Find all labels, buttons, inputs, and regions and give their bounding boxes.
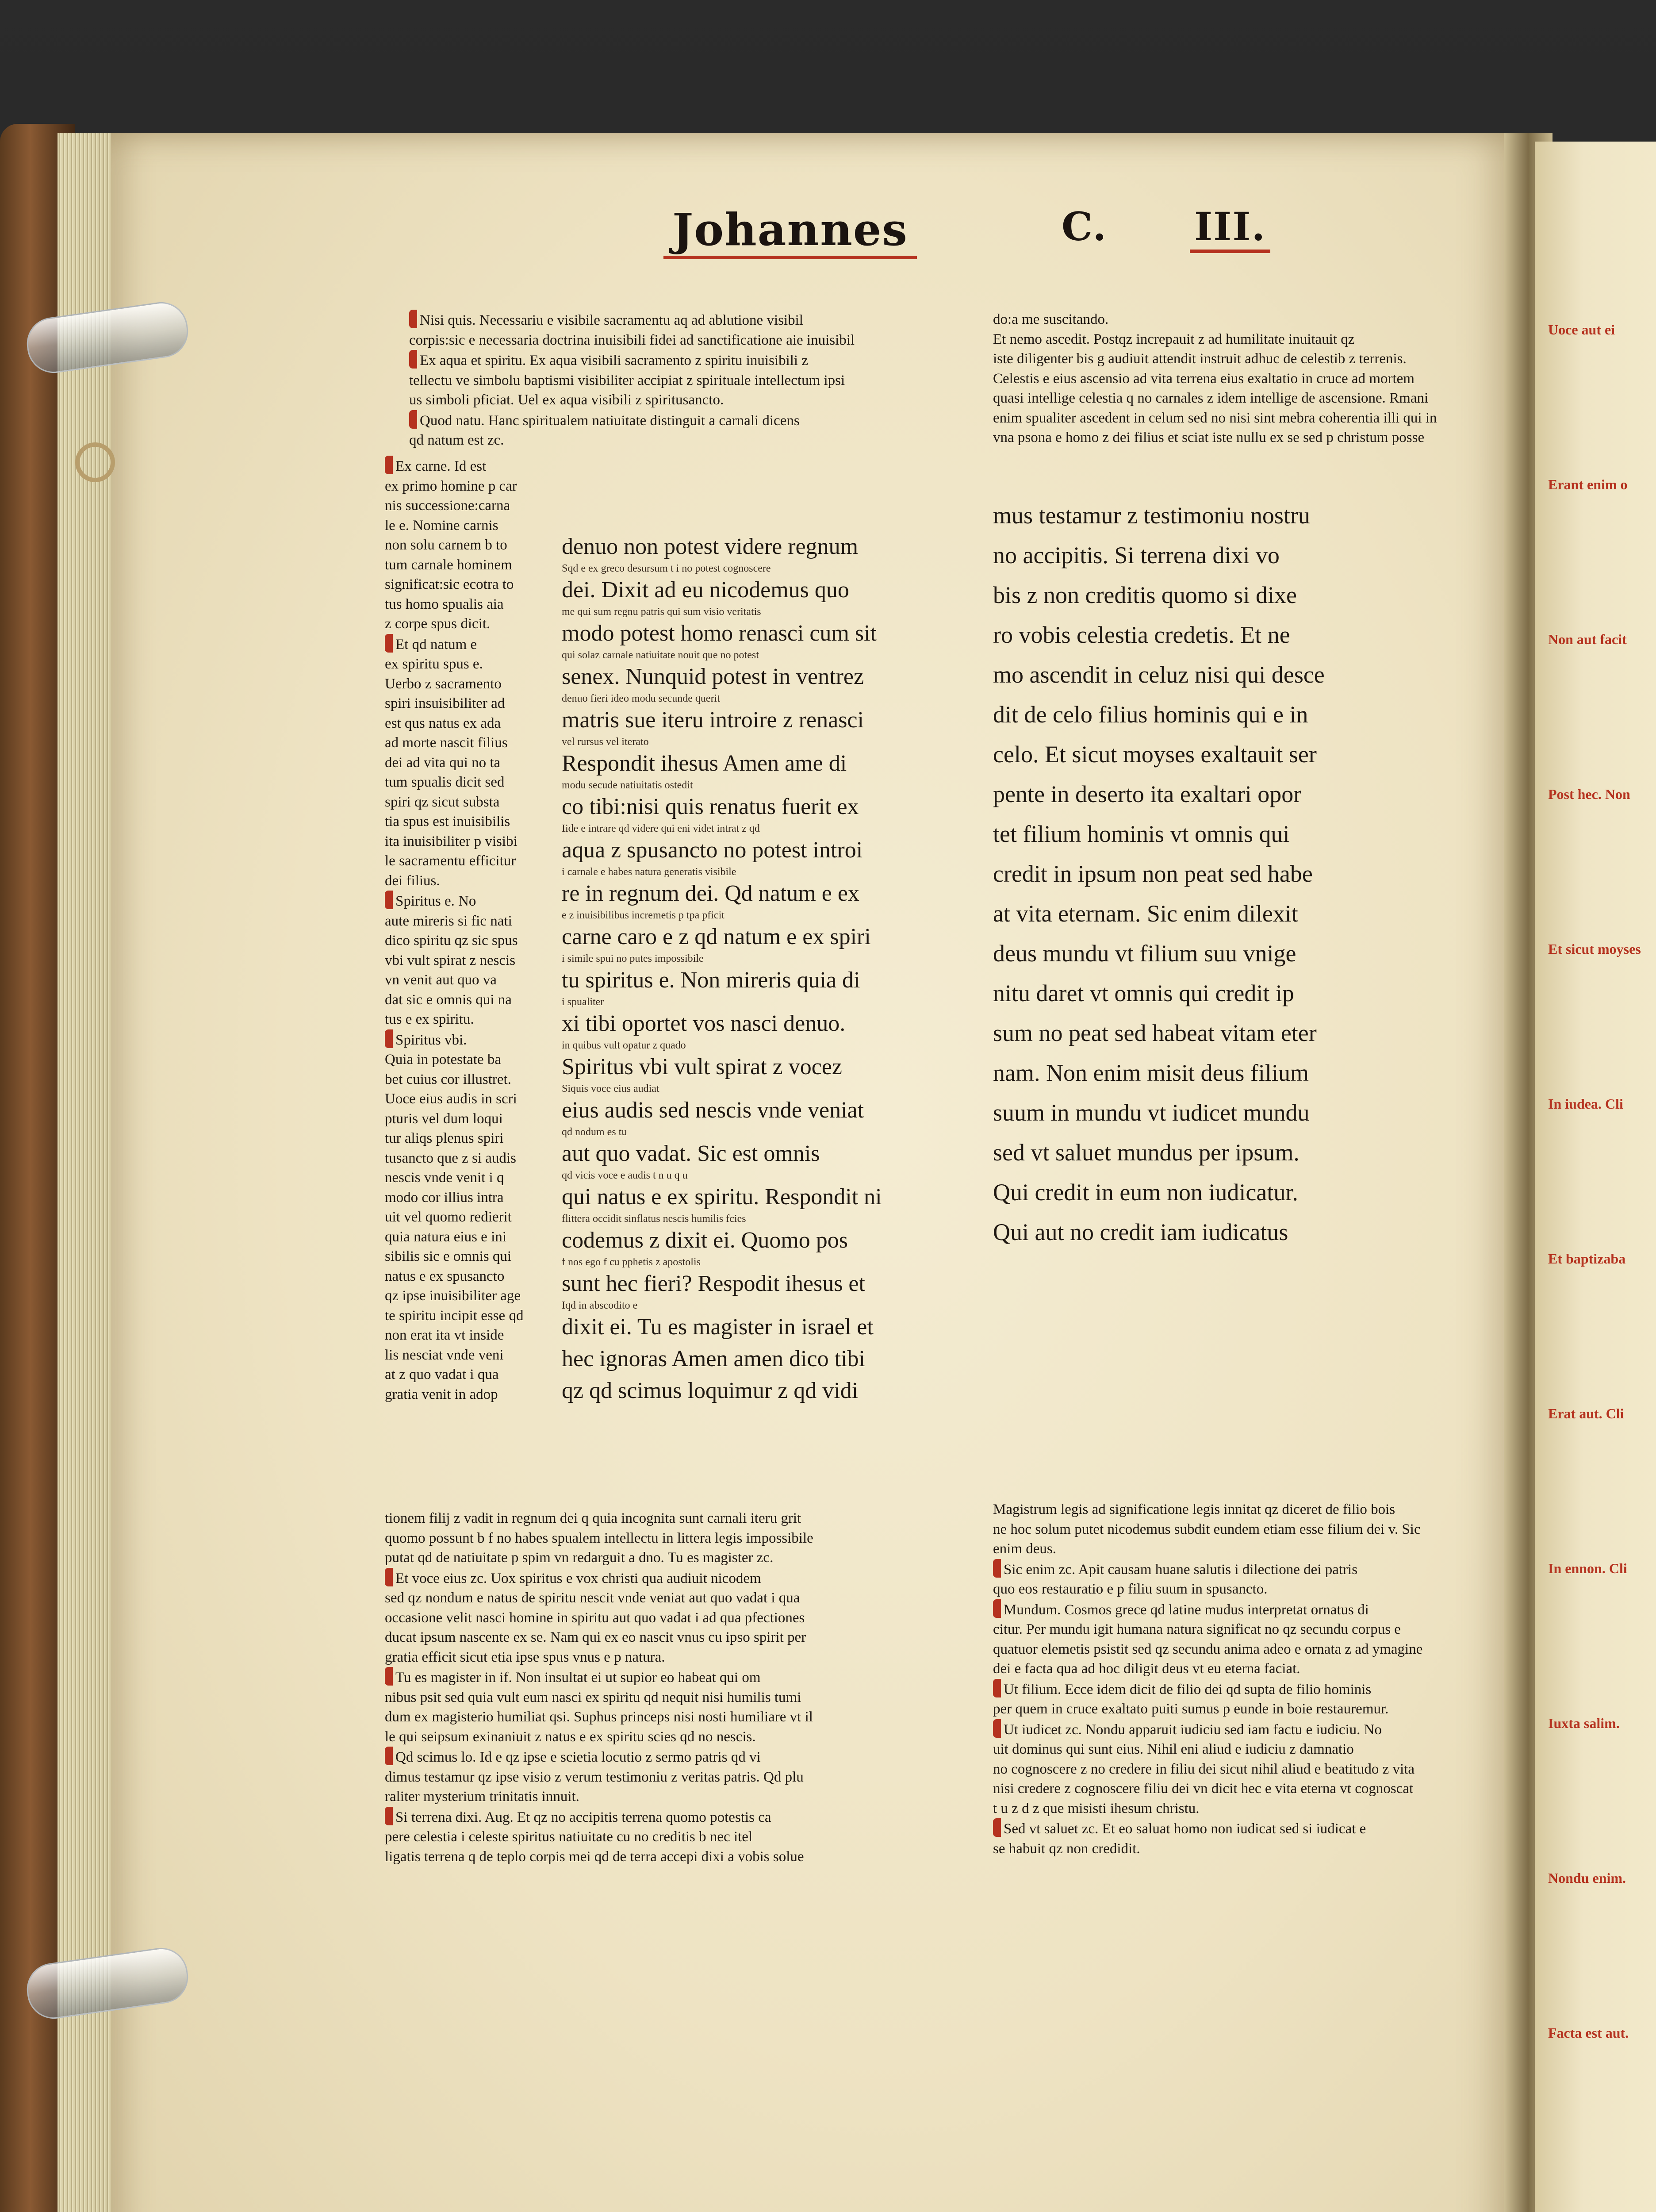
- gloss-line: le e. Nomine carnis: [385, 517, 498, 534]
- left-gloss-top: [409, 310, 944, 456]
- gloss-line: dei e facta qua ad hoc diligit deus vt eu eterna faciat.: [993, 1661, 1300, 1677]
- facing-page-rubric: In iudea. Cli: [1548, 1096, 1623, 1112]
- scripture-line: dei. Dixit ad eu nicodemus quo: [562, 577, 849, 603]
- gloss-line: enim deus.: [993, 1541, 1056, 1557]
- gloss-line: dei ad vita qui no ta: [385, 754, 501, 771]
- scripture-line: senex. Nunquid potest in ventrez: [562, 664, 864, 689]
- facing-page-rubric: Erant enim o: [1548, 476, 1628, 492]
- gloss-line: tus e ex spiritu.: [385, 1011, 474, 1027]
- left-gloss-bottom: [385, 1509, 944, 1907]
- scripture-line: qz qd scimus loquimur z qd vidi: [562, 1378, 859, 1403]
- gloss-line: le qui seipsum exinaniuit z natus e ex spiritu scies qd no nescis.: [385, 1728, 756, 1745]
- scripture-line: Qui credit in eum non iudicatur.: [993, 1179, 1298, 1206]
- facing-page-rubric: Uoce aut ei: [1548, 322, 1615, 338]
- scripture-line: mus testamur z testimoniu nostru: [993, 502, 1310, 529]
- gloss-line: dico spiritu qz sic spus: [385, 933, 518, 949]
- gloss-line: Nisi quis. Necessariu e visibile sacramentu aq ad ablutione visibil: [420, 312, 803, 328]
- scripture-line: modo potest homo renasci cum sit: [562, 621, 877, 646]
- rubric-marker: [993, 1559, 1001, 1578]
- facing-page-rubric: Facta est aut.: [1548, 2025, 1629, 2041]
- gloss-line: nescis vnde venit i q: [385, 1170, 504, 1186]
- gloss-line: Tu es magister in if. Non insultat ei ut supior eo habeat qui om: [395, 1670, 761, 1686]
- gloss-line: Uerbo z sacramento: [385, 676, 502, 692]
- rubric-marker: [409, 410, 417, 429]
- gloss-line: vbi vult spirat z nescis: [385, 952, 516, 968]
- gloss-line: Ex aqua et spiritu. Ex aqua visibili sacramento z spiritu inuisibili z: [420, 353, 808, 369]
- gloss-line: t u z d z que misisti ihesum christu.: [993, 1800, 1200, 1816]
- interlinear-gloss: qd nodum es tu: [562, 1126, 627, 1138]
- interlinear-gloss: f nos ego f cu pphetis z apostolis: [562, 1256, 701, 1268]
- scripture-line: Respondit ihesus Amen ame di: [562, 751, 847, 776]
- gloss-line: occasione velit nasci homine in spiritu aut quo vadat i ad qua pfectiones: [385, 1609, 805, 1626]
- gloss-line: tum carnale hominem: [385, 557, 512, 573]
- gloss-line: quo eos restauratio e p filiu suum in spusancto.: [993, 1581, 1268, 1597]
- gloss-line: quasi intellige celestia q no carnales z idem intellige de ascensione. Rmani: [993, 390, 1429, 406]
- scripture-line: ro vobis celestia credetis. Et ne: [993, 622, 1290, 648]
- scripture-line: re in regnum dei. Qd natum e ex: [562, 881, 859, 906]
- running-head-number: III.: [1190, 204, 1270, 253]
- right-gloss-bottom: [993, 1500, 1510, 1898]
- gloss-line: Ut filium. Ecce idem dicit de filio dei qd supta de filio hominis: [1004, 1681, 1372, 1697]
- rubric-marker: [409, 350, 417, 369]
- gloss-line: raliter mysterium trinitatis innuit.: [385, 1789, 579, 1805]
- gloss-line: Et qd natum e: [395, 636, 477, 653]
- interlinear-gloss: modu secude natiuitatis ostedit: [562, 780, 693, 791]
- gloss-line: quomo possunt b f no habes spualem intellectu in littera legis impossibile: [385, 1530, 813, 1546]
- rubric-marker: [385, 891, 393, 909]
- scripture-line: no accipitis. Si terrena dixi vo: [993, 542, 1280, 568]
- rubric-marker: [385, 456, 393, 474]
- rubric-marker: [385, 1747, 393, 1765]
- gloss-line: spiri insuisibiliter ad: [385, 695, 505, 711]
- scripture-line: matris sue iteru introire z renasci: [562, 707, 864, 733]
- gloss-line: dat sic e omnis qui na: [385, 991, 512, 1008]
- interlinear-gloss: i carnale e habes natura generatis visibile: [562, 866, 736, 878]
- gloss-line: qd natum est zc.: [409, 432, 504, 448]
- rubric-marker: [385, 1667, 393, 1686]
- running-head-title: Johannes: [663, 204, 917, 259]
- scripture-line: carne caro e z qd natum e ex spiri: [562, 924, 871, 949]
- scripture-line: sed vt saluet mundus per ipsum.: [993, 1139, 1300, 1166]
- interlinear-gloss: Iide e intrare qd videre qui eni videt intrat z qd: [562, 823, 760, 834]
- rubric-marker: [993, 1719, 1001, 1738]
- gloss-line: Spiritus vbi.: [395, 1032, 467, 1048]
- scripture-line: at vita eternam. Sic enim dilexit: [993, 900, 1298, 927]
- gloss-line: Uoce eius audis in scri: [385, 1091, 517, 1107]
- gloss-line: ad morte nascit filius: [385, 735, 508, 751]
- gloss-line: uit dominus qui sunt eius. Nihil eni aliud e iudiciu z damnatio: [993, 1741, 1354, 1757]
- facing-page-rubric: Et baptizaba: [1548, 1251, 1626, 1267]
- gloss-line: enim spualiter ascedent in celum sed no nisi sint mebra coherentia illi qui in: [993, 410, 1437, 426]
- gloss-line: gratia venit in adop: [385, 1386, 498, 1402]
- gloss-line: Qd scimus lo. Id e qz ipse e scietia locutio z sermo patris qd vi: [395, 1749, 761, 1765]
- interlinear-gloss: in quibus vult opatur z quado: [562, 1040, 686, 1051]
- scripture-line: aqua z spusancto no potest introi: [562, 837, 863, 863]
- gloss-line: z corpe spus dicit.: [385, 616, 491, 632]
- interlinear-gloss: Iqd in abscodito e: [562, 1300, 638, 1311]
- gloss-line: Spiritus e. No: [395, 893, 476, 909]
- facing-page-rubric: Post hec. Non: [1548, 786, 1630, 802]
- gloss-line: quia natura eius e ini: [385, 1229, 506, 1245]
- gloss-line: aute mireris si fic nati: [385, 913, 512, 929]
- gloss-line: Et voce eius zc. Uox spiritus e vox christi qua audiuit nicodem: [395, 1570, 761, 1586]
- gloss-line: ducat ipsum nascente ex se. Nam qui ex eo nascit vnus cu ipso spirit per: [385, 1629, 806, 1645]
- interlinear-gloss: Sqd e ex greco desursum t i no potest cognoscere: [562, 563, 771, 574]
- gloss-line: sed qz nondum e natus de spiritu nescit vnde veniat aut quo vadat i qua: [385, 1590, 800, 1606]
- interlinear-gloss: Siquis voce eius audiat: [562, 1083, 659, 1094]
- gloss-line: tum spualis dicit sed: [385, 774, 505, 790]
- gloss-line: Magistrum legis ad significatione legis innitat qz diceret de filio bois: [993, 1502, 1395, 1517]
- gloss-line: significat:sic ecotra to: [385, 576, 514, 592]
- scripture-line: pente in deserto ita exaltari opor: [993, 781, 1302, 807]
- rubric-marker: [385, 1029, 393, 1048]
- scripture-line: sum no peat sed habeat vitam eter: [993, 1020, 1317, 1046]
- gloss-line: tusancto que z si audis: [385, 1150, 516, 1166]
- gloss-line: non solu carnem b to: [385, 537, 507, 553]
- gloss-line: us simboli pficiat. Uel ex aqua visibili z spiritusancto.: [409, 392, 724, 408]
- scripture-line: qui natus e ex spiritu. Respondit ni: [562, 1184, 882, 1210]
- scripture-line: celo. Et sicut moyses exaltauit ser: [993, 741, 1317, 768]
- interlinear-gloss: qd vicis voce e audis t n u q u: [562, 1170, 688, 1181]
- interlinear-gloss: denuo fieri ideo modu secunde querit: [562, 693, 720, 704]
- scripture-line: co tibi:nisi quis renatus fuerit ex: [562, 794, 859, 819]
- rubric-marker: [385, 1568, 393, 1586]
- gloss-line: citur. Per mundu igit humana natura significat no qz secundu corpus e: [993, 1621, 1401, 1637]
- gloss-line: pere celestia i celeste spiritus natiuitate cu no creditis b nec itel: [385, 1829, 753, 1845]
- gloss-line: Quod natu. Hanc spiritualem natiuitate distinguit a carnali dicens: [420, 412, 800, 429]
- gloss-line: tus homo spualis aia: [385, 596, 504, 612]
- scripture-line: Qui aut no credit iam iudicatus: [993, 1219, 1288, 1245]
- facing-page-rubric: Et sicut moyses: [1548, 941, 1641, 957]
- scripture-line: dixit ei. Tu es magister in israel et: [562, 1314, 874, 1340]
- interlinear-gloss: e z inuisibilibus incremetis p tpa pficit: [562, 910, 724, 921]
- gloss-line: tionem filij z vadit in regnum dei q quia incognita sunt carnali iteru grit: [385, 1510, 801, 1526]
- gloss-line: qz ipse inuisibiliter age: [385, 1288, 521, 1304]
- facing-page-rubric: Iuxta salim.: [1548, 1715, 1620, 1731]
- scripture-line: suum in mundu vt iudicet mundu: [993, 1099, 1310, 1126]
- gloss-line: le sacramentu efficitur: [385, 853, 516, 869]
- gloss-line: ex primo homine p car: [385, 478, 517, 494]
- gloss-line: Et nemo ascedit. Postqz increpauit z ad humilitate inuitauit qz: [993, 331, 1355, 347]
- scripture-line: credit in ipsum non peat sed habe: [993, 860, 1313, 887]
- rubric-marker: [993, 1818, 1001, 1837]
- scripture-line: sunt hec fieri? Respodit ihesus et: [562, 1271, 865, 1296]
- gloss-line: putat qd de natiuitate p spim vn redarguit a dno. Tu es magister zc.: [385, 1550, 774, 1566]
- facing-page-text: [1548, 319, 1641, 2177]
- scripture-line: xi tibi oportet vos nasci denuo.: [562, 1011, 846, 1036]
- scripture-line: Spiritus vbi vult spirat z vocez: [562, 1054, 843, 1079]
- scripture-line: tet filium hominis vt omnis qui: [993, 821, 1290, 847]
- rubric-marker: [385, 634, 393, 653]
- gloss-line: ita inuisibiliter p visibi: [385, 833, 518, 849]
- gloss-line: tellectu ve simbolu baptismi visibiliter accipiat z spirituale intellectum ipsi: [409, 372, 845, 388]
- scripture-line: nitu daret vt omnis qui credit ip: [993, 980, 1294, 1006]
- gloss-line: uit vel quomo redierit: [385, 1209, 512, 1225]
- gloss-line: ne hoc solum putet nicodemus subdit eundem etiam esse filium dei v. Sic: [993, 1521, 1421, 1537]
- scripture-line: eius audis sed nescis vnde veniat: [562, 1098, 864, 1123]
- gloss-line: sibilis sic e omnis qui: [385, 1248, 512, 1264]
- gloss-line: est qus natus ex ada: [385, 715, 501, 731]
- gloss-line: iste diligenter bis g audiuit attendit instruit adhuc de celestib z terrenis.: [993, 351, 1407, 367]
- facing-page-rubric: In ennon. Cli: [1548, 1560, 1627, 1576]
- gloss-line: Quia in potestate ba: [385, 1052, 502, 1068]
- gloss-line: no cognoscere z no credere in filiu dei sicut nihil aliud e beatitudo z vita: [993, 1761, 1415, 1777]
- scripture-line: dit de celo filius hominis qui e in: [993, 701, 1308, 728]
- gloss-line: nibus psit sed quia vult eum nasci ex spiritu qd nequit nisi humilis tumi: [385, 1689, 801, 1705]
- gloss-line: bet cuius cor illustret.: [385, 1071, 511, 1087]
- gloss-line: Ex carne. Id est: [395, 458, 487, 474]
- interlinear-gloss: qui solaz carnale natiuitate nouit que no potest: [562, 649, 759, 661]
- interlinear-gloss: flittera occidit sinflatus nescis humilis fcies: [562, 1213, 746, 1225]
- gloss-line: lis nesciat vnde veni: [385, 1347, 504, 1363]
- interlinear-gloss: me qui sum regnu patris qui sum visio veritatis: [562, 606, 761, 618]
- rubric-marker: [385, 1807, 393, 1825]
- facing-page-rubric: Nondu enim.: [1548, 1870, 1626, 1886]
- gloss-line: se habuit qz non credidit.: [993, 1840, 1140, 1857]
- rubric-marker: [993, 1679, 1001, 1697]
- gloss-line: tia spus est inuisibilis: [385, 814, 510, 830]
- gloss-line: te spiritu incipit esse qd: [385, 1307, 524, 1324]
- right-gloss-top: [993, 310, 1510, 495]
- gloss-line: modo cor illius intra: [385, 1189, 504, 1206]
- gloss-line: Sed vt saluet zc. Et eo saluat homo non iudicat sed si iudicat e: [1004, 1821, 1366, 1837]
- scripture-line: denuo non potest videre regnum: [562, 534, 859, 559]
- gloss-line: Celestis e eius ascensio ad vita terrena eius exaltatio in cruce ad mortem: [993, 370, 1414, 387]
- gloss-line: dei filius.: [385, 872, 440, 889]
- scripture-line: nam. Non enim misit deus filium: [993, 1060, 1309, 1086]
- gloss-line: tur aliqs plenus spiri: [385, 1130, 504, 1146]
- gloss-line: Ut iudicet zc. Nondu apparuit iudiciu sed iam factu e iudiciu. No: [1004, 1721, 1382, 1738]
- facing-page: [1535, 142, 1656, 2212]
- gloss-line: do:a me suscitando.: [993, 311, 1109, 327]
- scripture-line: aut quo vadat. Sic est omnis: [562, 1141, 820, 1166]
- scripture-line: codemus z dixit ei. Quomo pos: [562, 1228, 848, 1253]
- gloss-line: pturis vel dum loqui: [385, 1110, 503, 1127]
- gloss-line: dimus testamur qz ipse visio z verum testimoniu z veritas patris. Qd plu: [385, 1769, 804, 1785]
- gloss-line: nisi credere z cognoscere filiu dei vn dicit hec e vita eterna vt cognoscat: [993, 1781, 1414, 1797]
- main-text-column-right: [993, 495, 1369, 1425]
- facing-page-rubric: Non aut facit: [1548, 631, 1627, 647]
- gloss-line: gratia efficit sicut etia ipse spus vnus e p natura.: [385, 1649, 665, 1665]
- scripture-line: mo ascendit in celuz nisi qui desce: [993, 661, 1325, 688]
- gloss-line: Si terrena dixi. Aug. Et qz no accipitis terrena quomo potestis ca: [395, 1809, 771, 1825]
- gloss-line: natus e ex spusancto: [385, 1268, 505, 1284]
- gloss-line: vna psona e homo z dei filius et sciat iste nullu ex se sed p christum posse: [993, 430, 1425, 445]
- gloss-line: Mundum. Cosmos grece qd latine mudus interpretat ornatus di: [1004, 1601, 1369, 1618]
- interlinear-gloss: i simile spui no putes impossibile: [562, 953, 704, 964]
- left-gloss-margin: [385, 456, 548, 1509]
- interlinear-gloss: i spualiter: [562, 996, 604, 1008]
- gloss-line: vn venit aut quo va: [385, 972, 497, 988]
- binding-ring: [75, 442, 115, 482]
- gloss-line: ligatis terrena q de teplo corpis mei qd de terra accepi dixi a vobis solue: [385, 1848, 804, 1865]
- rubric-marker: [409, 310, 417, 328]
- rubric-marker: [993, 1599, 1001, 1618]
- running-head-chapter: C.: [1062, 204, 1108, 250]
- gloss-line: spiri qz sicut substa: [385, 794, 500, 810]
- gloss-line: non erat ita vt inside: [385, 1327, 504, 1343]
- scripture-line: tu spiritus e. Non mireris quia di: [562, 968, 860, 993]
- gloss-line: ex spiritu spus e.: [385, 656, 483, 672]
- scripture-line: deus mundu vt filium suu vnige: [993, 940, 1296, 967]
- scripture-line: bis z non creditis quomo si dixe: [993, 582, 1297, 608]
- facing-page-rubric: Erat aut. Cli: [1548, 1406, 1624, 1421]
- gloss-line: corpis:sic e necessaria doctrina inuisibili fidei ad sanctificatione aie inuisibil: [409, 332, 855, 348]
- interlinear-gloss: vel rursus vel iterato: [562, 736, 649, 748]
- main-text-column-left: [562, 531, 929, 1442]
- gloss-line: per quem in cruce exaltato puiti sumus p eunde in boie restauremur.: [993, 1701, 1389, 1717]
- gloss-line: quatuor elemetis psistit sed qz secundu anima adeo e ornata z ad ymagine: [993, 1641, 1423, 1657]
- gloss-line: Sic enim zc. Apit causam huane salutis i dilectione dei patris: [1004, 1561, 1358, 1578]
- gloss-line: dum ex magisterio humiliat qsi. Suphus princeps nisi nosti humiliare vt il: [385, 1709, 813, 1725]
- gloss-line: at z quo vadat i qua: [385, 1367, 499, 1382]
- gloss-line: nis successione:carna: [385, 498, 510, 514]
- scripture-line: hec ignoras Amen amen dico tibi: [562, 1346, 865, 1371]
